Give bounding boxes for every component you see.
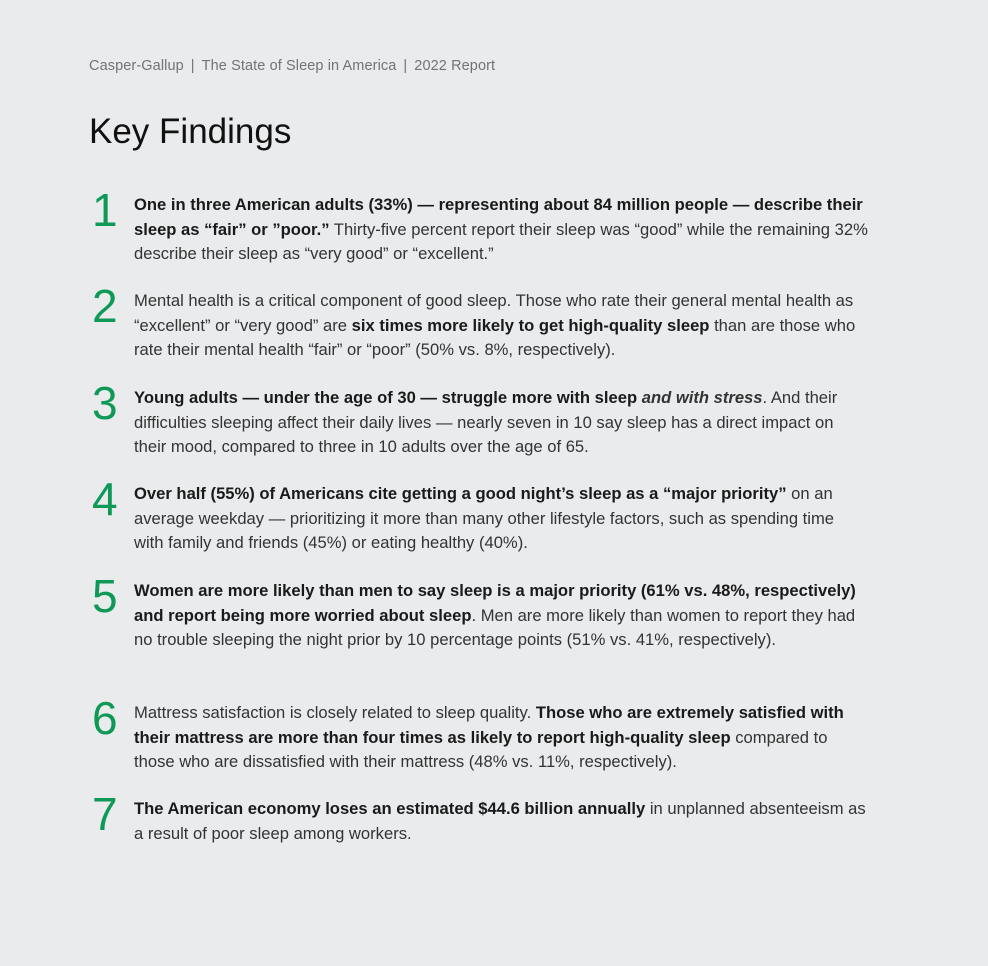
header-separator: |	[403, 58, 408, 74]
finding-text-emphasis: Women are more likely than men to say sleep is a major priority (61% vs. 48%, respectively) and report being more worried about sleep	[134, 581, 856, 625]
page-title: Key Findings	[89, 112, 292, 151]
finding-text-segment: in unplanned absenteeism as a result of poor sleep among workers.	[134, 799, 866, 843]
finding-text	[134, 701, 868, 775]
finding-text-segment: than are those who rate their mental health “fair” or “poor” (50% vs. 8%, respectively).	[134, 315, 856, 360]
finding-text	[134, 482, 868, 556]
finding-number: 2	[92, 280, 118, 332]
finding-text-emphasis: Over half (55%) of Americans cite getting a good night’s sleep as a “major priority”	[134, 484, 787, 503]
report-header	[89, 58, 495, 74]
finding-number: 4	[92, 473, 118, 525]
finding-text-segment: compared to those who are dissatisfied with their mattress (48% vs. 11%, respectively).	[134, 727, 828, 772]
finding-text-segment: Thirty-five percent report their sleep was “good” while the remaining 32% describe their sleep as “very good” or “excellent.”	[134, 219, 868, 264]
finding-text-segment: . Men are more likely than women to report they had no trouble sleeping the night prior by 10 percentage points (51% vs. 41%, respectively).	[134, 605, 856, 650]
header-report-name: The State of Sleep in America	[201, 58, 397, 74]
finding-text-emphasis: One in three American adults (33%) — representing about 84 million people — describe their sleep as “fair” or ”poor.”	[134, 195, 863, 239]
finding-text-emphasis: Those who are extremely satisfied with their mattress are more than four times as likely to report high-quality sleep	[134, 703, 844, 747]
finding-text-segment: on an average weekday — prioritizing it more than many other lifestyle factors, such as spending time with family and friends (45%) or eating healthy (40%).	[134, 484, 835, 553]
finding-number: 7	[92, 788, 118, 840]
finding-number: 1	[92, 184, 118, 236]
finding-text-segment: Mattress satisfaction is closely related to sleep quality.	[134, 703, 536, 722]
finding-text-emphasis: Young adults — under the age of 30 — struggle more with sleep	[134, 388, 642, 407]
finding-text	[134, 386, 868, 460]
finding-text	[134, 579, 868, 653]
finding-number: 3	[92, 377, 118, 429]
finding-text-emphasis: six times more likely to get high-quality sleep	[351, 315, 710, 335]
finding-text-segment: Mental health is a critical component of good sleep. Those who rate their general mental health as “excellent” or “very good” are	[134, 291, 854, 335]
finding-text	[134, 797, 868, 846]
finding-text-segment: . And their difficulties sleeping affect their daily lives — nearly seven in 10 say sleep has a direct impact on their mood, compared to three in 10 adults over the age of 65.	[134, 388, 838, 457]
finding-number: 5	[92, 570, 118, 622]
finding-text	[134, 193, 868, 267]
finding-text-emphasis: and with stress	[641, 388, 763, 407]
header-year: 2022 Report	[414, 58, 496, 74]
finding-text-emphasis: The American economy loses an estimated $44.6 billion annually	[134, 799, 646, 818]
finding-number: 6	[92, 692, 118, 744]
header-separator: |	[190, 58, 195, 74]
finding-text	[134, 289, 868, 363]
header-org: Casper-Gallup	[89, 58, 184, 74]
